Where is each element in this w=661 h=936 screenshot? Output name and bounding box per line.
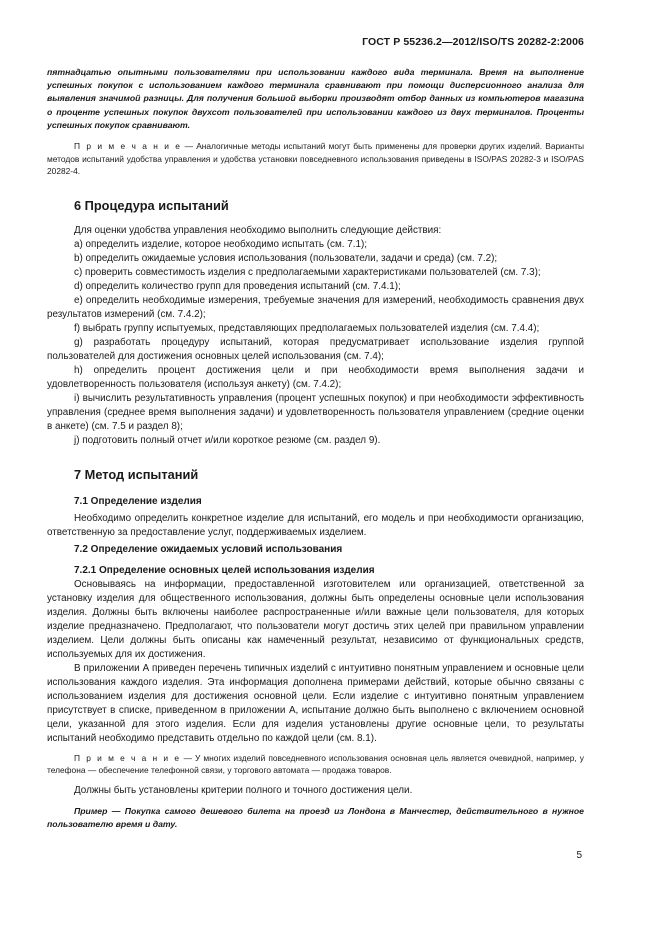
intro-note-text: — Аналогичные методы испытаний могут быть применены для проверки других изделий. Варианты методов испытаний удобства управления и удобства установки повседневного использования приведены в ISO/PAS 20282-3 и ISO/PAS 20282-4. bbox=[47, 141, 584, 177]
section-7-1-heading: 7.1 Определение изделия bbox=[74, 495, 202, 507]
intro-italic-paragraph: пятнадцатью опытными пользователями при использовании каждого вида терминала. Время на выполнение успешных покупок с использованием каждого терминала сравнивают при помощи дисперсионного анализа для выявления значимой разницы. Для получения большой выборки производят отбор данных из компьютеров магазина о проценте успешных покупок двухсот пользователей при использовании каждого из двух терминалов. Проценты успешных покупок сравнивают. bbox=[47, 67, 584, 130]
list-item-i: i) вычислить результативность управления (процент успешных покупок) и при необходимости эффективность управления (среднее время выполнения задачи) и удовлетворенность пользователя управлением (средние оценки в анкете) (см. 7.5 и раздел 8); bbox=[47, 392, 584, 432]
criteria-paragraph: Должны быть установлены критерии полного и точного достижения цели. bbox=[74, 784, 413, 796]
standard-header: ГОСТ Р 55236.2—2012/ISO/TS 20282-2:2006 bbox=[362, 36, 584, 48]
list-item-g: g) разработать процедуру испытаний, которая предусматривает использование изделия группой пользователей для достижения основных целей использования (см. 7.4); bbox=[47, 336, 584, 362]
intro-note-label: П р и м е ч а н и е bbox=[74, 141, 182, 152]
section-6-lead: Для оценки удобства управления необходимо выполнить следующие действия: bbox=[74, 224, 442, 236]
list-item-c: c) проверить совместимость изделия с предполагаемыми характеристиками пользователей (см. 7.3); bbox=[74, 266, 541, 278]
section-7-note-text: — У многих изделий повседневного использования основная цель является очевидной, например, у телефона — обеспечение телефонной связи, у торгового автомата — продажа товаров. bbox=[47, 752, 584, 776]
document-page bbox=[47, 36, 584, 831]
list-item-j: j) подготовить полный отчет и/или короткое резюме (см. раздел 9). bbox=[74, 434, 381, 446]
intro-note bbox=[47, 140, 584, 178]
section-7-2-1-paragraph-1: Основываясь на информации, предоставленной изготовителем или организацией, ответственной за установку изделия для общественного использования, должны быть определены основные цели использования изделия. Должны быть включены наиболее распространенные и/или важные цели пользователя, для которых изделие предназначено. Предполагают, что пользователи могут достичь этих целей при правильном управлении изделием. Цели должны быть описаны как намеченный результат, независимо от функциональных средств, используемых для их достижения. bbox=[47, 578, 584, 660]
list-item-f: f) выбрать группу испытуемых, представляющих предполагаемых пользователей изделия (см. 7.4.4); bbox=[74, 322, 540, 334]
section-7-note-label: П р и м е ч а н и е bbox=[74, 752, 181, 763]
list-item-d: d) определить количество групп для проведения испытаний (см. 7.4.1); bbox=[74, 280, 401, 292]
section-6-heading: 6 Процедура испытаний bbox=[74, 197, 229, 213]
section-7-2-1-paragraph-2: В приложении А приведен перечень типичных изделий с интуитивно понятным управлением и основные цели использования каждого изделия. Эта информация дополнена примерами действий, которые обычно связаны с использованием изделия для достижения основной цели. Если изделие с интуитивно понятным управлением присутствует в списке, приведенном в приложении А, испытание должно быть выполнено с включением основной цели, указанной для этого изделия. Если для изделия установлены другие основные цели, то результаты испытаний необходимо представить отдельно по каждой цели (см. 8.1). bbox=[47, 662, 584, 744]
section-7-2-1-heading: 7.2.1 Определение основных целей использования изделия bbox=[74, 564, 375, 576]
list-item-a: a) определить изделие, которое необходимо испытать (см. 7.1); bbox=[74, 238, 368, 250]
section-7-2-heading: 7.2 Определение ожидаемых условий использования bbox=[74, 543, 343, 555]
section-7-heading: 7 Метод испытаний bbox=[74, 466, 199, 482]
section-7-note bbox=[47, 752, 584, 777]
list-item-h: h) определить процент достижения цели и при необходимости время выполнения задачи и удовлетворенность пользователя (используя анкету) (см. 7.4.2); bbox=[47, 364, 584, 390]
example-paragraph: Пример — Покупка самого дешевого билета на проезд из Лондона в Манчестер, действительного в нужное пользователю время и дату. bbox=[47, 805, 584, 830]
list-item-b: b) определить ожидаемые условия использования (пользователи, задачи и среда) (см. 7.2); bbox=[74, 252, 498, 264]
section-7-1-text: Необходимо определить конкретное изделие для испытаний, его модель и при необходимости организацию, ответственную за предоставление услуг, поддерживаемых изделием. bbox=[47, 512, 584, 538]
page-number: 5 bbox=[576, 850, 582, 861]
list-item-e: e) определить необходимые измерения, требуемые значения для измерений, необходимость сравнения двух результатов измерений (см. 7.4.2); bbox=[47, 294, 584, 320]
